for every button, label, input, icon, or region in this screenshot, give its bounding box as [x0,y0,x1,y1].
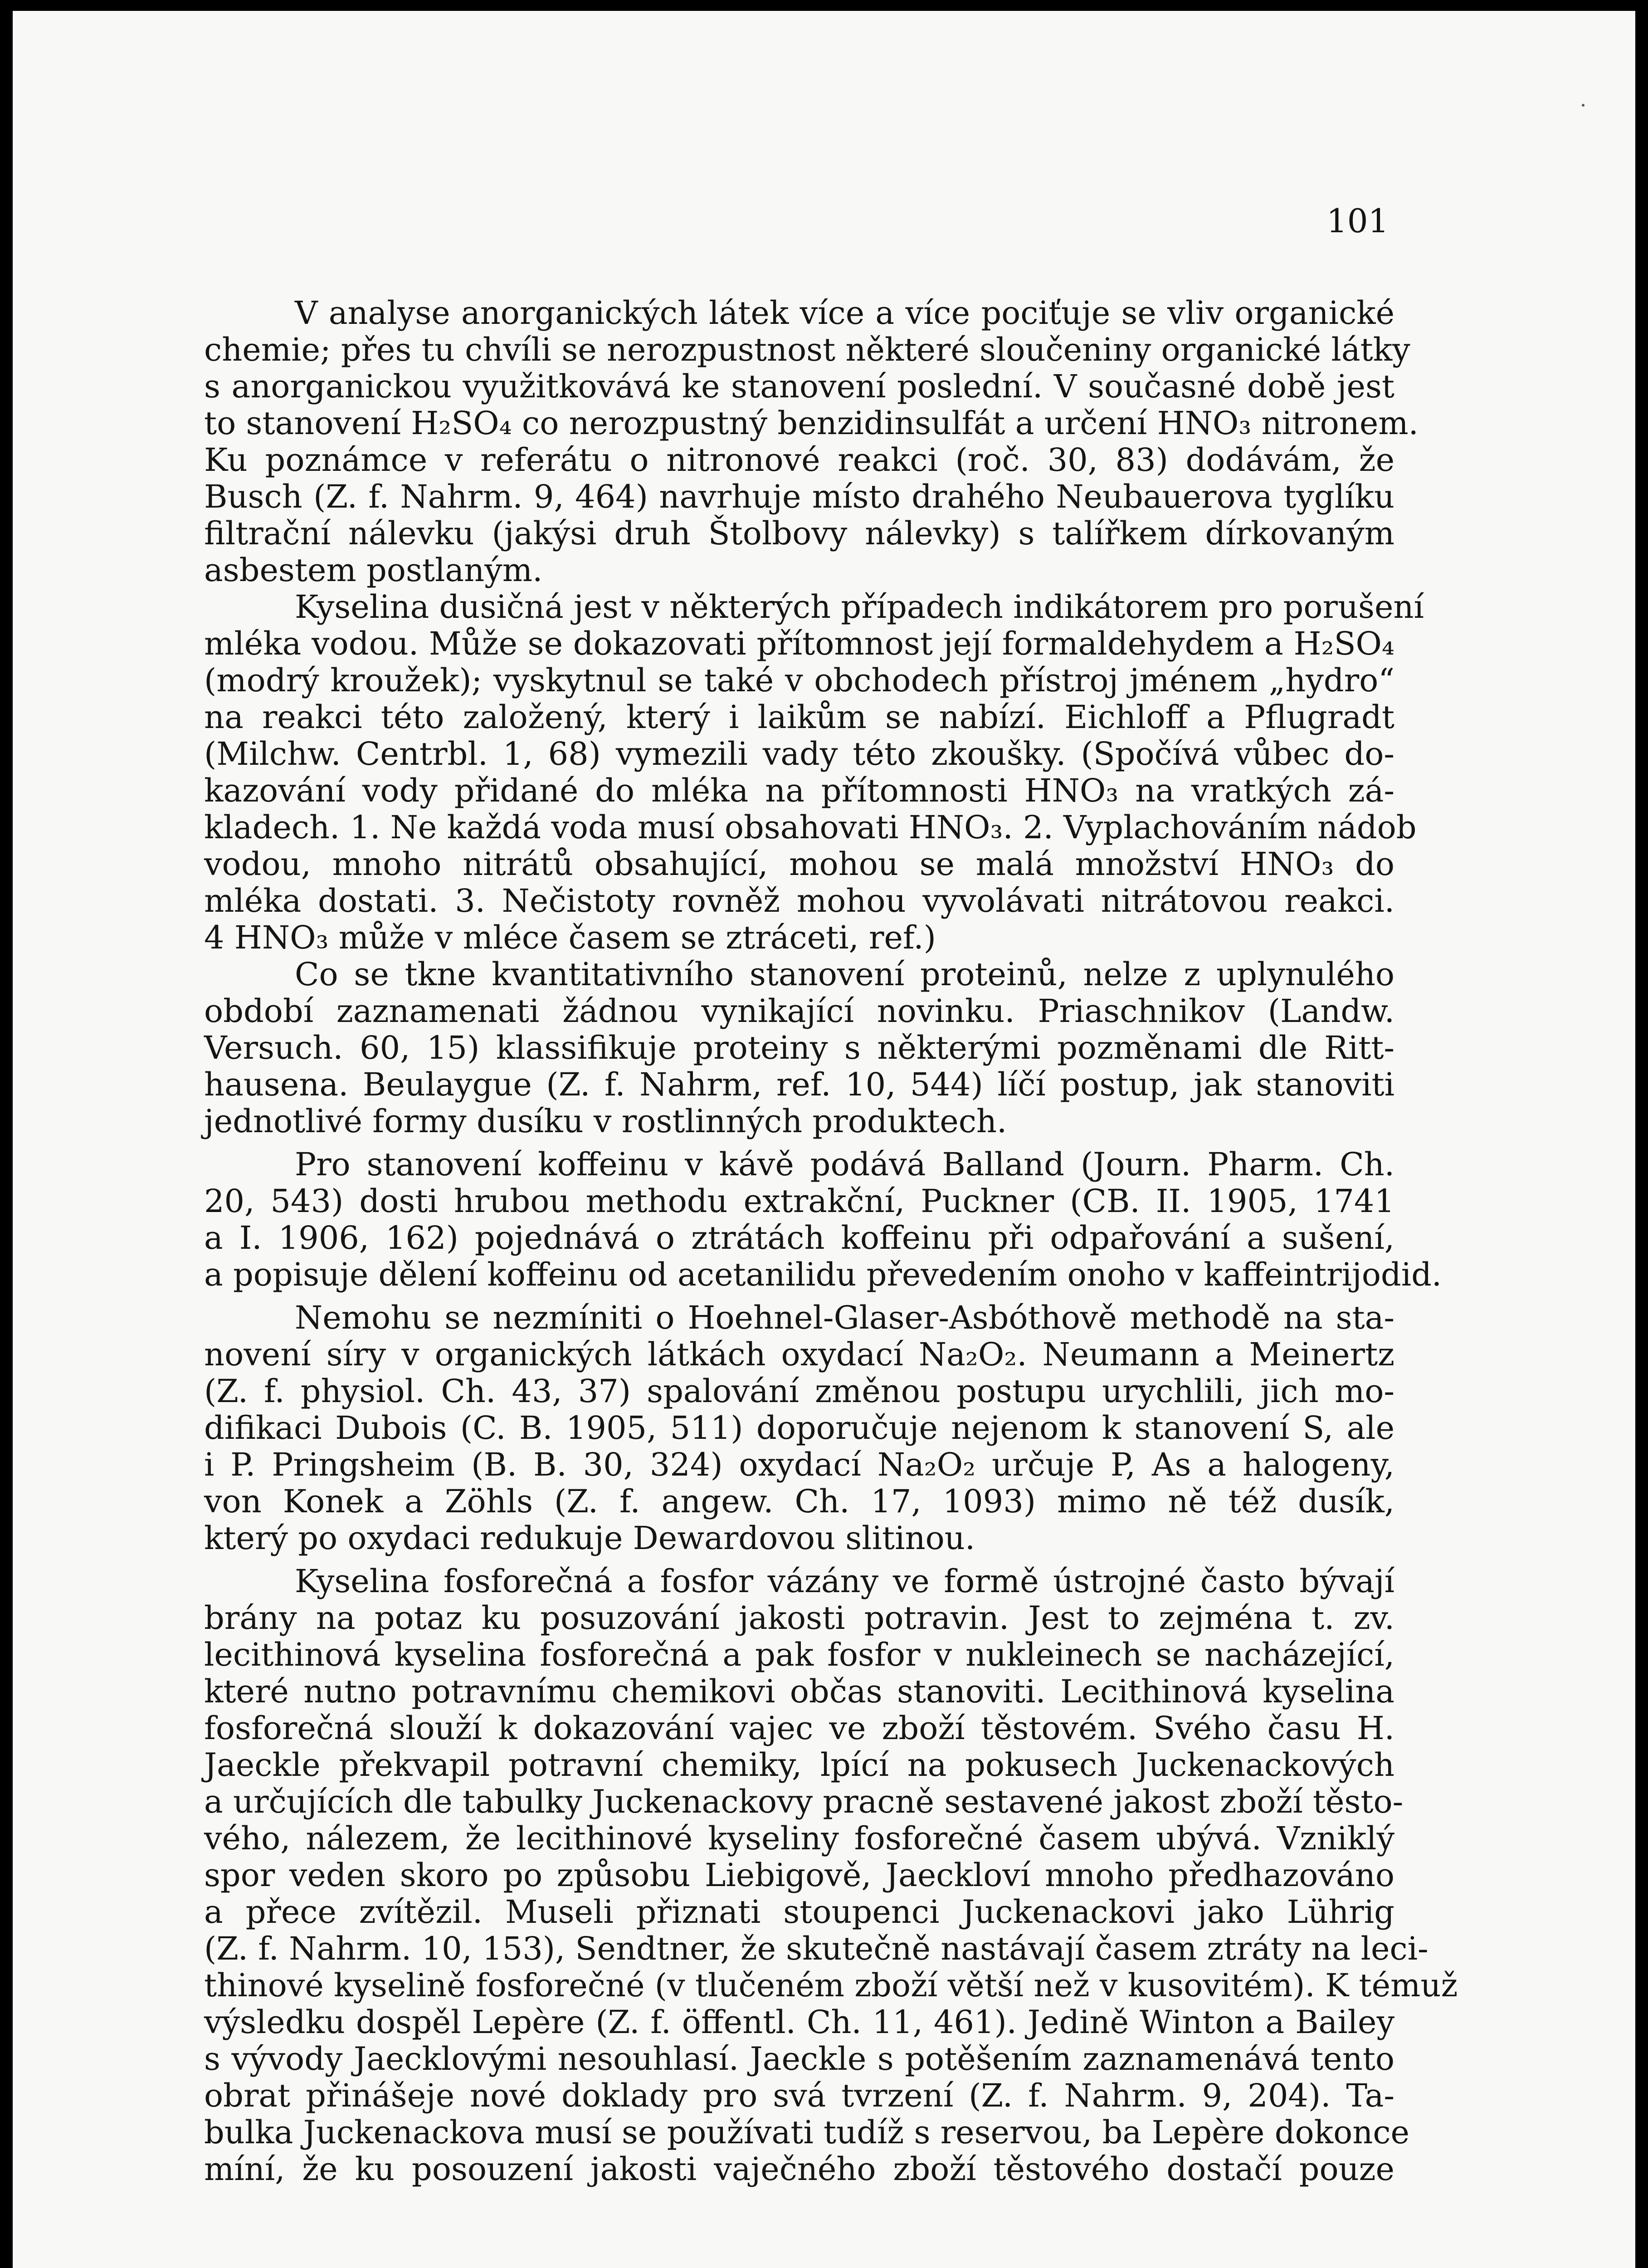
text-line: fosforečná slouží k dokazování vajec ve zboží těstovém. Svého času H. [204,1710,1394,1747]
text-line: (Z. f. Nahrm. 10, 153), Sendtner, že skutečně nastávají časem ztráty na leci- [204,1930,1429,1967]
text-line: lecithinová kyselina fosforečná a pak fosfor v nukleinech se nacházející, [204,1636,1394,1673]
text-line: filtrační nálevku (jakýsi druh Štolbovy nálevky) s talířkem dírkovaným [204,515,1394,552]
speck-mark [1582,104,1585,107]
text-line: mléka dostati. 3. Nečistoty rovněž mohou vyvolávati nitrátovou reakci. [204,882,1394,919]
text-line: Ku poznámce v referátu o nitronové reakci (roč. 30, 83) dodávám, že [204,441,1394,479]
text-line: hausena. Beulaygue (Z. f. Nahrm, ref. 10, 544) líčí postup, jak stanoviti [204,1066,1394,1103]
text-line: a určujících dle tabulky Juckenackovy pracně sestavené jakost zboží těsto- [204,1783,1404,1820]
text-line: chemie; přes tu chvíli se nerozpustnost některé sloučeniny organické látky [204,331,1410,368]
text-line: 4 HNO₃ může v mléce časem se ztráceti, ref.) [204,919,936,956]
text-line: asbestem postlaným. [204,552,543,589]
text-line: mléka vodou. Může se dokazovati přítomnost její formaldehydem a H₂SO₄ [204,625,1394,662]
text-line: Pro stanovení koffeinu v kávě podává Balland (Journ. Pharm. Ch. [295,1146,1394,1183]
page-number: 101 [1326,202,1389,240]
text-line: jednotlivé formy dusíku v rostlinných produktech. [204,1103,1007,1140]
text-line: Nemohu se nezmíniti o Hoehnel-Glaser-Asbóthově methodě na sta- [295,1299,1394,1336]
text-line: bulka Juckenackova musí se používati tudíž s reservou, ba Lepère dokonce [204,2114,1409,2151]
text-line: thinové kyselině fosforečné (v tlučeném zboží větší než v kusovitém). K témuž [204,1967,1458,2004]
text-line: které nutno potravnímu chemikovi občas stanoviti. Lecithinová kyselina [204,1673,1394,1710]
text-line: Busch (Z. f. Nahrm. 9, 464) navrhuje místo drahého Neubauerova tyglíku [204,478,1394,515]
text-line: (modrý kroužek); vyskytnul se také v obchodech přístroj jménem „hydro“ [204,662,1394,699]
text-line: obrat přinášeje nové doklady pro svá tvrzení (Z. f. Nahrm. 9, 204). Ta- [204,2077,1394,2114]
text-line: to stanovení H₂SO₄ co nerozpustný benzidinsulfát a určení HNO₃ nitronem. [204,405,1419,442]
text-line: V analyse anorganických látek více a více pociťuje se vliv organické [295,294,1394,332]
text-line: míní, že ku posouzení jakosti vaječného zboží těstového dostačí pouze [204,2151,1394,2188]
text-line: von Konek a Zöhls (Z. f. angew. Ch. 17, 1093) mimo ně též dusík, [204,1483,1394,1520]
text-line: výsledku dospěl Lepère (Z. f. öffentl. Ch. 11, 461). Jedině Winton a Bailey [204,2004,1394,2041]
text-line: 20, 543) dosti hrubou methodu extrakční, Puckner (CB. II. 1905, 1741 [204,1183,1394,1220]
text-line: Jaeckle překvapil potravní chemiky, lpící na pokusech Juckenackových [204,1746,1394,1784]
body-text [204,294,1458,2188]
text-line: brány na potaz ku posuzování jakosti potravin. Jest to zejména t. zv. [204,1599,1394,1637]
text-line: (Milchw. Centrbl. 1, 68) vymezili vady této zkoušky. (Spočívá vůbec do- [204,735,1394,772]
text-line: s anorganickou využitkovává ke stanovení poslední. V současné době jest [204,368,1394,405]
text-line: kladech. 1. Ne každá voda musí obsahovati HNO₃. 2. Vyplachováním nádob [204,809,1417,846]
text-line: a I. 1906, 162) pojednává o ztrátách koffeinu při odpařování a sušení, [204,1219,1394,1256]
text-line: Kyselina dusičná jest v některých případech indikátorem pro porušení [295,588,1424,626]
text-line: Co se tkne kvantitativního stanovení proteinů, nelze z uplynulého [295,956,1394,993]
text-line: kazování vody přidané do mléka na přítomnosti HNO₃ na vratkých zá- [204,772,1394,809]
text-line: a popisuje dělení koffeinu od acetanilidu převedením onoho v kaffeintrijodid. [204,1256,1442,1293]
text-line: difikaci Dubois (C. B. 1905, 511) doporučuje nejenom k stanovení S, ale [204,1409,1394,1447]
text-line: na reakci této založený, který i laikům se nabízí. Eichloff a Pflugradt [204,699,1394,736]
text-line: a přece zvítězil. Museli přiznati stoupenci Juckenackovi jako Lührig [204,1893,1394,1931]
text-line: vodou, mnoho nitrátů obsahující, mohou se malá množství HNO₃ do [204,846,1394,883]
text-line: novení síry v organických látkách oxydací Na₂O₂. Neumann a Meinertz [204,1336,1394,1373]
text-line: (Z. f. physiol. Ch. 43, 37) spalování změnou postupu urychlili, jich mo- [204,1373,1394,1410]
text-line: i P. Pringsheim (B. B. 30, 324) oxydací Na₂O₂ určuje P, As a halogeny, [204,1446,1394,1483]
text-line: Versuch. 60, 15) klassifikuje proteiny s některými pozměnami dle Ritt- [204,1029,1394,1066]
text-line: Kyselina fosforečná a fosfor vázány ve formě ústrojné často bývají [295,1563,1394,1600]
text-line: který po oxydaci redukuje Dewardovou slitinou. [204,1520,975,1557]
text-line: vého, nálezem, že lecithinové kyseliny fosforečné časem ubývá. Vzniklý [204,1820,1394,1857]
text-line: s vývody Jaecklovými nesouhlasí. Jaeckle s potěšením zaznamenává tento [204,2040,1394,2077]
text-line: spor veden skoro po způsobu Liebigově, Jaeckloví mnoho předhazováno [204,1857,1394,1894]
text-line: období zaznamenati žádnou vynikající novinku. Priaschnikov (Landw. [204,992,1394,1030]
